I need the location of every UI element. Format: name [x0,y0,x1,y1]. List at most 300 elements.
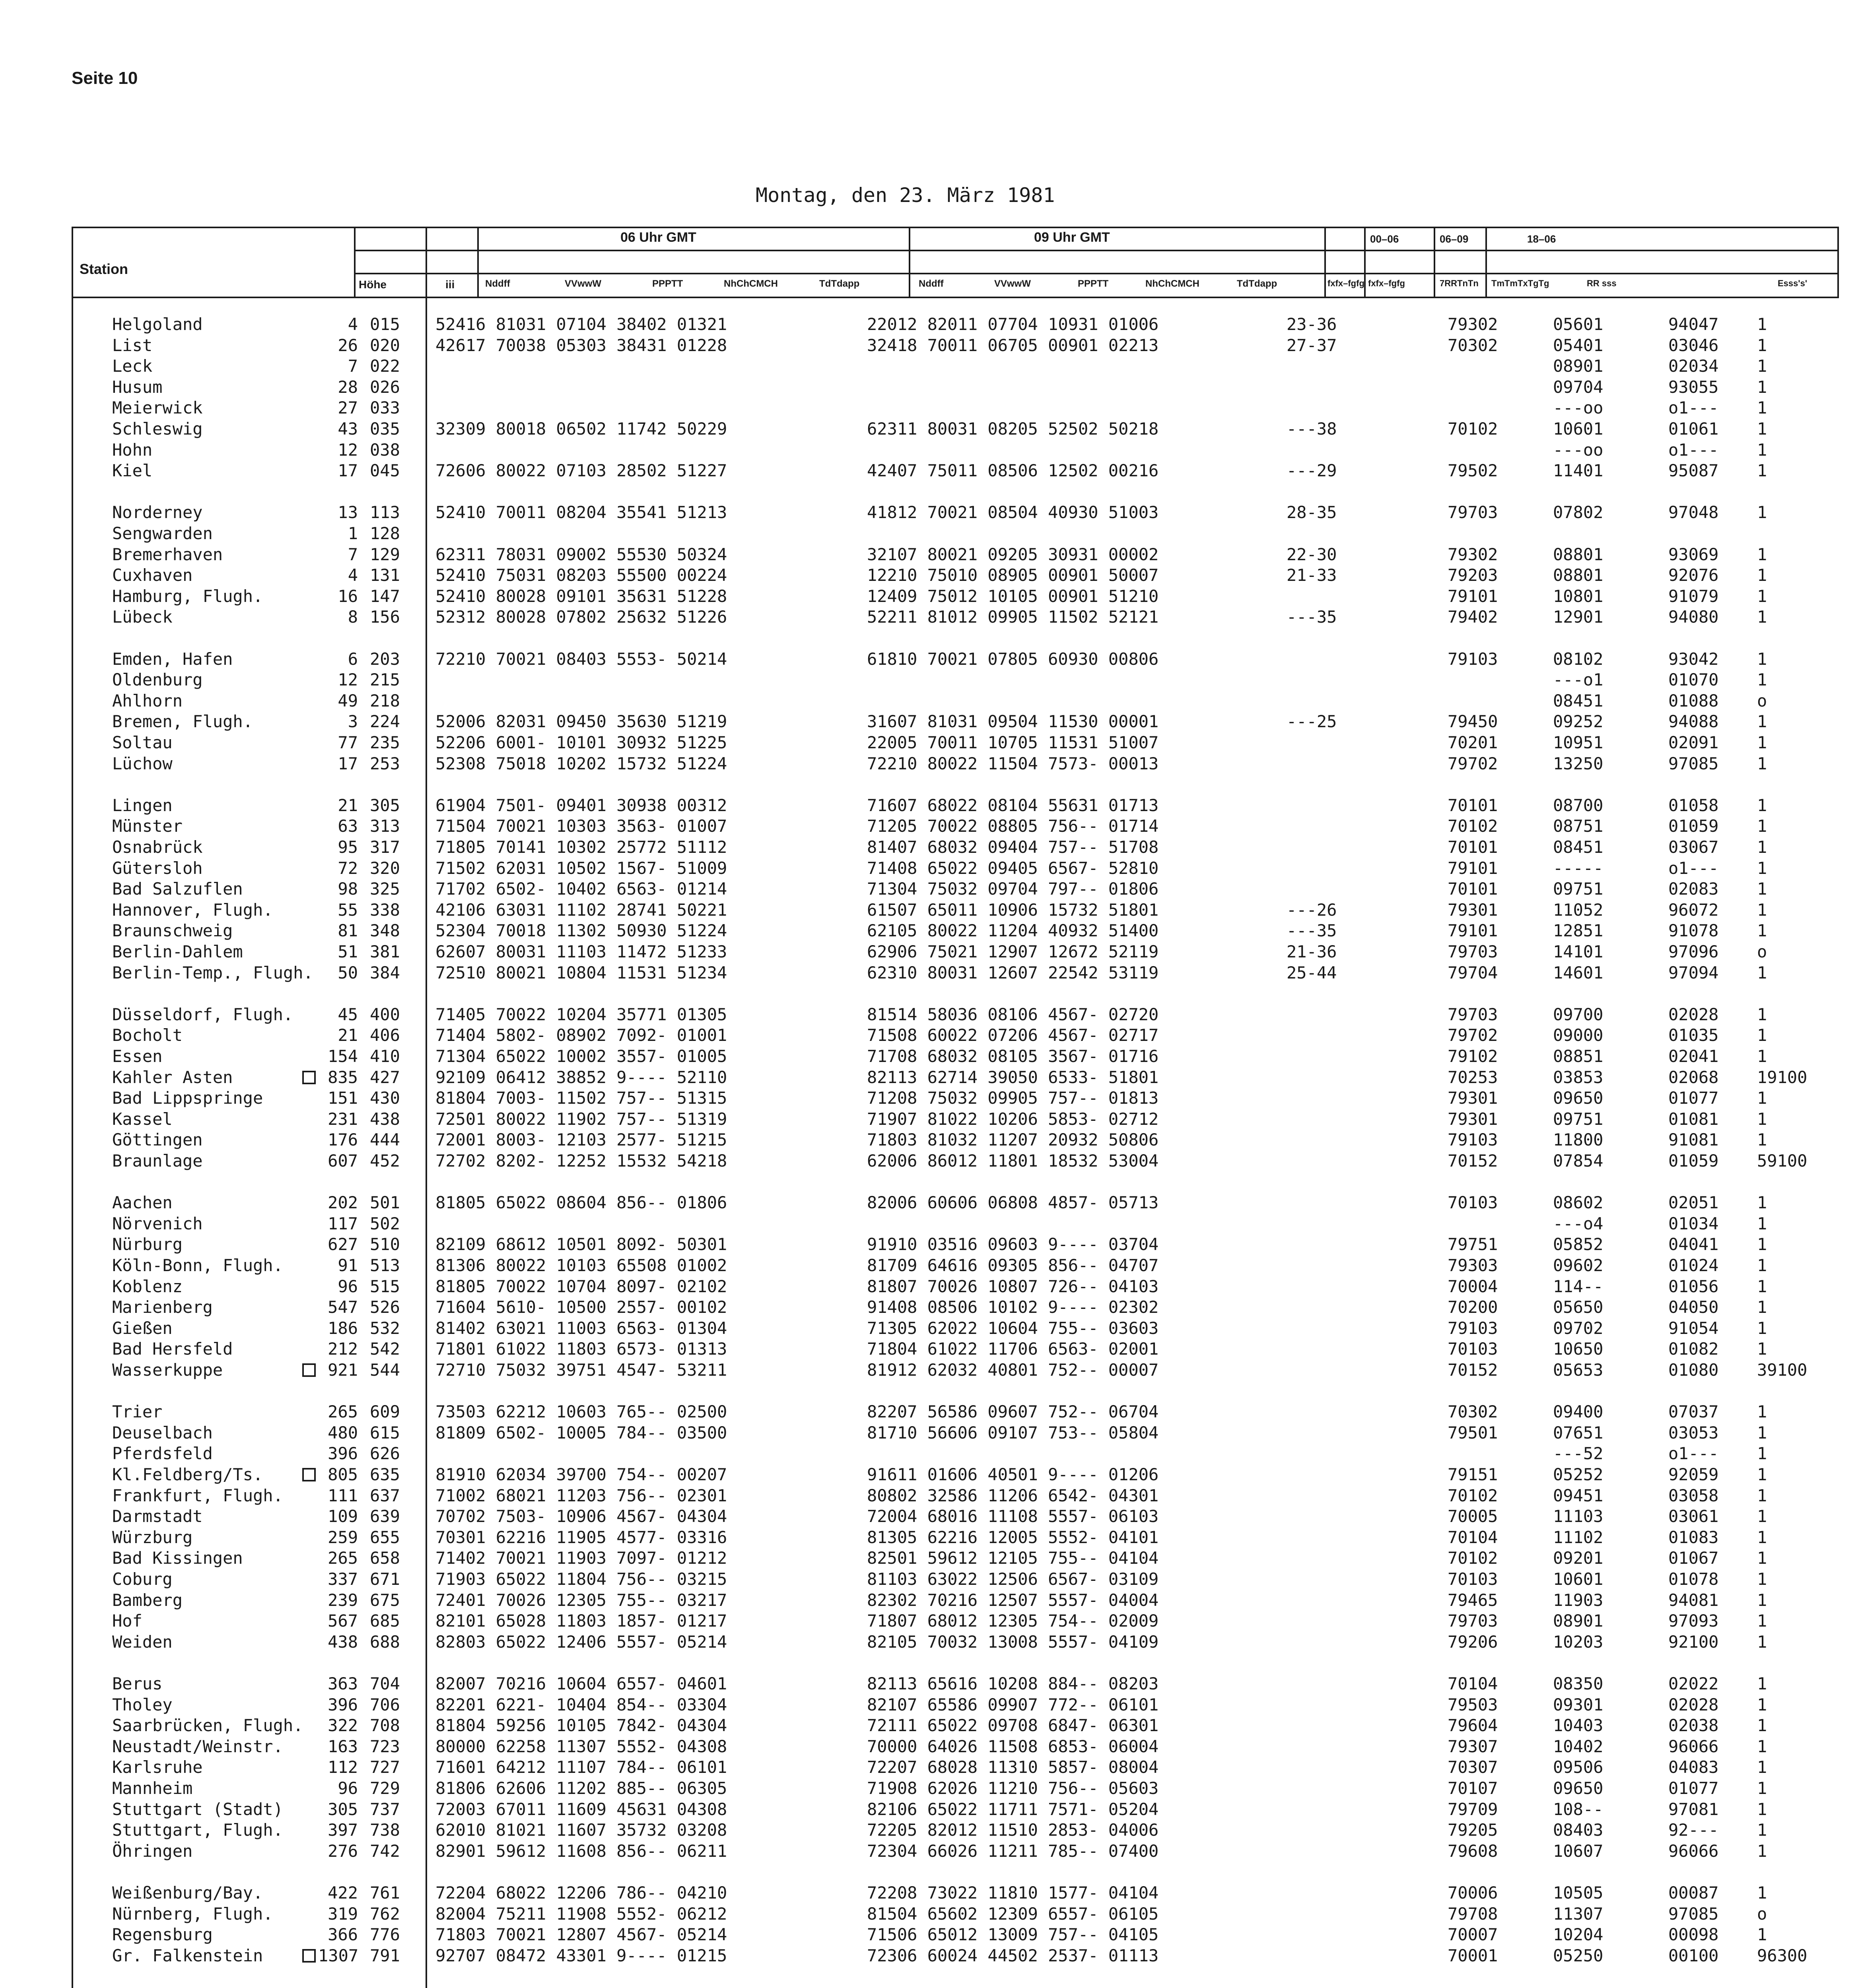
table-row [0,1151,1829,1171]
period-1806-b: ---oo [1553,440,1603,460]
station-number: 317 [370,837,400,857]
period-1806-d: 1 [1757,900,1767,920]
period-1806-b: 11903 [1553,1590,1603,1610]
period-1806-b: 12851 [1553,921,1603,941]
period-1806-c: 02041 [1668,1046,1719,1066]
period-1806-a: 79206 [1448,1632,1498,1652]
station-name: Kassel [112,1109,173,1129]
obs-09-gmt: 22012 82011 07704 10931 01006 [867,315,1159,334]
period-1806-d: o [1757,691,1767,711]
header-06-gmt: 06 Uhr GMT [620,230,696,245]
period-0006: 22-30 [1287,544,1337,564]
station-name: Soltau [112,733,173,752]
obs-09-gmt: 81807 70026 10807 726-- 04103 [867,1276,1159,1296]
period-1806-b: 11052 [1553,900,1603,920]
period-1806-a: 79101 [1448,921,1498,941]
station-name: Hohn [112,440,153,460]
period-1806-a: 79102 [1448,1046,1498,1066]
table-row [0,398,1829,418]
station-number: 501 [370,1193,400,1213]
station-number: 320 [370,858,400,878]
period-1806-a: 79702 [1448,1025,1498,1045]
period-1806-c: 01067 [1668,1548,1719,1568]
station-number: 218 [370,691,400,711]
period-1806-a: 70102 [1448,1548,1498,1568]
period-1806-c: 01077 [1668,1088,1719,1108]
station-height: 6 [348,649,358,669]
table-row [0,900,1829,920]
station-name: Bad Kissingen [112,1548,243,1568]
station-name: Leck [112,356,153,376]
period-1806-d: 1 [1757,1402,1767,1422]
period-1806-d: 1 [1757,1590,1767,1610]
station-height: 17 [338,753,358,773]
obs-09-gmt: 71408 65022 09405 6567- 52810 [867,858,1159,878]
period-1806-b: 10402 [1553,1736,1603,1756]
period-1806-c: 97085 [1668,1904,1719,1924]
obs-09-gmt: 82105 70032 13008 5557- 04109 [867,1632,1159,1652]
period-1806-d: 1 [1757,879,1767,899]
period-1806-d: 1 [1757,1883,1767,1903]
period-1806-b: 09650 [1553,1088,1603,1108]
period-1806-b: 08451 [1553,691,1603,711]
station-name: Osnabrück [112,837,203,857]
station-name: Stuttgart, Flugh. [112,1820,283,1840]
period-1806-d: 1 [1757,440,1767,460]
period-1806-c: 00087 [1668,1883,1719,1903]
period-1806-d: 1 [1757,356,1767,376]
station-name: Bamberg [112,1590,183,1610]
period-1806-b: 11307 [1553,1904,1603,1924]
period-0006: ---26 [1287,900,1337,920]
period-1806-c: 97093 [1668,1611,1719,1631]
table-row [0,1402,1829,1422]
station-name: Mannheim [112,1778,193,1798]
header-period-0609: 06–09 [1440,233,1469,245]
header-period-0006: 00–06 [1370,233,1399,245]
station-height: 396 [328,1695,358,1714]
period-1806-c: 03053 [1668,1423,1719,1442]
station-name: Saarbrücken, Flugh. [112,1716,303,1736]
period-1806-d: 1 [1757,1507,1767,1526]
period-1806-b: 08403 [1553,1820,1603,1840]
period-1806-d: 1 [1757,1339,1767,1359]
station-name: Kl.Feldberg/Ts. [112,1465,263,1484]
station-height: 186 [328,1318,358,1338]
period-1806-a: 70101 [1448,837,1498,857]
station-number: 128 [370,524,400,543]
period-1806-b: 08451 [1553,837,1603,857]
obs-06-gmt: 71601 64212 11107 784-- 06101 [435,1757,727,1777]
period-1806-c: 02038 [1668,1716,1719,1736]
obs-06-gmt: 52206 6001- 10101 30932 51225 [435,733,727,752]
period-0006: 25-44 [1287,963,1337,982]
period-1806-a: 79450 [1448,712,1498,732]
station-height: 239 [328,1590,358,1610]
period-0006: 27-37 [1287,335,1337,355]
period-1806-d: 1 [1757,1465,1767,1484]
period-1806-c: 01061 [1668,419,1719,439]
station-name: Aachen [112,1193,173,1213]
station-number: 688 [370,1632,400,1652]
period-1806-d: 1 [1757,461,1767,481]
station-number: 384 [370,963,400,982]
period-0006: ---29 [1287,461,1337,481]
station-name: Berlin-Dahlem [112,942,243,961]
period-1806-b: 10601 [1553,419,1603,439]
period-1806-b: 07651 [1553,1423,1603,1442]
table-row [0,1611,1829,1631]
period-1806-a: 79103 [1448,1130,1498,1150]
table-row [0,440,1829,460]
station-number: 738 [370,1820,400,1840]
station-name: Frankfurt, Flugh. [112,1485,283,1505]
station-height: 45 [338,1004,358,1024]
obs-06-gmt: 73503 62212 10603 765-- 02500 [435,1402,727,1422]
obs-06-gmt: 81402 63021 11003 6563- 01304 [435,1318,727,1338]
station-number: 022 [370,356,400,376]
period-1806-d: 1 [1757,1841,1767,1861]
station-number: 313 [370,816,400,836]
obs-09-gmt: 91408 08506 10102 9---- 02302 [867,1297,1159,1317]
period-1806-d: 1 [1757,753,1767,773]
obs-09-gmt: 71708 68032 08105 3567- 01716 [867,1046,1159,1066]
obs-06-gmt: 81804 59256 10105 7842- 04304 [435,1716,727,1736]
obs-06-gmt: 32309 80018 06502 11742 50229 [435,419,727,439]
period-1806-b: 10203 [1553,1632,1603,1652]
obs-06-gmt: 82803 65022 12406 5557- 05214 [435,1632,727,1652]
station-name: Lingen [112,795,173,815]
period-1806-c: 01024 [1668,1256,1719,1275]
period-1806-d: 1 [1757,1611,1767,1631]
period-1806-d: 1 [1757,1485,1767,1505]
table-row [0,523,1829,544]
period-0006: ---35 [1287,921,1337,941]
station-name: Bad Hersfeld [112,1339,233,1359]
period-1806-b: 10505 [1553,1883,1603,1903]
period-1806-c: 01078 [1668,1569,1719,1589]
period-0006: 28-35 [1287,503,1337,522]
period-1806-c: 01080 [1668,1360,1719,1380]
page-label: Seite 10 [72,68,138,88]
station-height: 547 [328,1297,358,1317]
station-height: 176 [328,1130,358,1150]
obs-09-gmt: 81305 62216 12005 5552- 04101 [867,1527,1159,1547]
station-name: Münster [112,816,183,836]
obs-06-gmt: 52006 82031 09450 35630 51219 [435,712,727,732]
obs-09-gmt: 81407 68032 09404 757-- 51708 [867,837,1159,857]
header-iii: iii [445,278,455,291]
station-name: Bad Lippspringe [112,1088,263,1108]
station-name: Sengwarden [112,524,213,543]
obs-06-gmt: 61904 7501- 09401 30938 00312 [435,795,727,815]
obs-06-gmt: 62607 80031 11103 11472 51233 [435,942,727,961]
station-name: Gießen [112,1318,173,1338]
station-height: 3 [348,712,358,732]
obs-09-gmt: 62006 86012 11801 18532 53004 [867,1151,1159,1171]
station-name: Lüchow [112,753,173,773]
period-1806-d: 1 [1757,1820,1767,1840]
table-row [0,963,1829,983]
obs-09-gmt: 71304 75032 09704 797-- 01806 [867,879,1159,899]
table-row [0,920,1829,941]
period-1806-c: 97048 [1668,503,1719,522]
obs-06-gmt: 52410 70011 08204 35541 51213 [435,503,727,522]
obs-06-gmt: 82901 59612 11608 856-- 06211 [435,1841,727,1861]
station-number: 762 [370,1904,400,1924]
period-1806-b: 13250 [1553,753,1603,773]
period-1806-d: 1 [1757,1632,1767,1652]
period-1806-c: 01082 [1668,1339,1719,1359]
table-row [0,1360,1829,1380]
table-row [0,1423,1829,1443]
station-name: Koblenz [112,1276,183,1296]
obs-06-gmt: 81805 70022 10704 8097- 02102 [435,1276,727,1296]
station-number: 761 [370,1883,400,1903]
obs-06-gmt: 70301 62216 11905 4577- 03316 [435,1527,727,1547]
obs-06-gmt: 71405 70022 10204 35771 01305 [435,1004,727,1024]
period-1806-d: 1 [1757,544,1767,564]
obs-09-gmt: 72111 65022 09708 6847- 06301 [867,1716,1159,1736]
obs-09-gmt: 82113 65616 10208 884-- 08203 [867,1674,1159,1693]
obs-06-gmt: 82201 6221- 10404 854-- 03304 [435,1695,727,1714]
station-name: Öhringen [112,1841,193,1861]
table-row [0,1883,1829,1903]
period-1806-a: 70101 [1448,879,1498,899]
station-height: 55 [338,900,358,920]
period-1806-d: 1 [1757,837,1767,857]
period-1806-a: 70201 [1448,733,1498,752]
station-height: 111 [328,1485,358,1505]
period-1806-d: 1 [1757,921,1767,941]
table-row [0,816,1829,837]
obs-06-gmt: 81910 62034 39700 754-- 00207 [435,1465,727,1484]
period-1806-b: 10204 [1553,1925,1603,1945]
table-row [0,1297,1829,1318]
period-1806-a: 70101 [1448,795,1498,815]
station-number: 532 [370,1318,400,1338]
period-1806-d: 1 [1757,1716,1767,1736]
period-1806-c: 03046 [1668,335,1719,355]
obs-09-gmt: 32107 80021 09205 30931 00002 [867,544,1159,564]
period-1806-a: 70103 [1448,1339,1498,1359]
obs-06-gmt: 71002 68021 11203 756-- 02301 [435,1485,727,1505]
obs-06-gmt: 72510 80021 10804 11531 51234 [435,963,727,982]
period-1806-c: 94047 [1668,315,1719,334]
station-name: Braunlage [112,1151,203,1171]
table-row [0,879,1829,899]
period-1806-c: 02034 [1668,356,1719,376]
period-1806-b: 10403 [1553,1716,1603,1736]
period-1806-c: 92059 [1668,1465,1719,1484]
table-row [0,1736,1829,1757]
station-height: 627 [328,1235,358,1254]
station-number: 253 [370,753,400,773]
station-number: 609 [370,1402,400,1422]
period-1806-b: 09751 [1553,1109,1603,1129]
obs-09-gmt: 52211 81012 09905 11502 52121 [867,607,1159,627]
period-1806-b: 08801 [1553,544,1603,564]
obs-09-gmt: 62906 75021 12907 12672 52119 [867,942,1159,961]
header-06-ppptt: PPPTT [652,278,683,289]
obs-06-gmt: 70702 7503- 10906 4567- 04304 [435,1507,727,1526]
period-1806-a: 79501 [1448,1423,1498,1442]
period-1806-c: 02068 [1668,1067,1719,1087]
obs-09-gmt: 82107 65586 09907 772-- 06101 [867,1695,1159,1714]
table-row [0,1213,1829,1234]
station-number: 729 [370,1778,400,1798]
station-name: Nürnberg, Flugh. [112,1904,273,1924]
period-1806-c: 01034 [1668,1213,1719,1233]
obs-09-gmt: 72306 60024 44502 2537- 01113 [867,1945,1159,1965]
station-number: 035 [370,419,400,439]
table-row [0,732,1829,753]
period-1806-d: o [1757,942,1767,961]
period-1806-b: 08700 [1553,795,1603,815]
obs-09-gmt: 82106 65022 11711 7571- 05204 [867,1799,1159,1819]
period-1806-a: 79703 [1448,1004,1498,1024]
period-1806-b: ---o4 [1553,1213,1603,1233]
station-name: Gr. Falkenstein [112,1945,263,1965]
station-height: 63 [338,816,358,836]
table-row [0,1318,1829,1339]
station-name: Bad Salzuflen [112,879,243,899]
period-1806-a: 79103 [1448,649,1498,669]
station-name: Gütersloh [112,858,203,878]
period-1806-c: 00098 [1668,1925,1719,1945]
table-row [0,1234,1829,1255]
header-09-vvwww: VVwwW [994,278,1031,289]
period-1806-d: 1 [1757,795,1767,815]
station-height: 8 [348,607,358,627]
period-1806-b: 12901 [1553,607,1603,627]
period-1806-c: 03067 [1668,837,1719,857]
station-number: 020 [370,335,400,355]
obs-06-gmt: 82101 65028 11803 1857- 01217 [435,1611,727,1631]
obs-06-gmt: 71702 6502- 10402 6563- 01214 [435,879,727,899]
period-1806-d: 1 [1757,607,1767,627]
station-number: 235 [370,733,400,752]
station-number: 791 [370,1945,400,1965]
obs-09-gmt: 91910 03516 09603 9---- 03704 [867,1235,1159,1254]
header-p-7rr: 7RRTnTn [1440,278,1479,288]
station-height: 422 [328,1883,358,1903]
period-1806-a: 79402 [1448,607,1498,627]
station-number: 452 [370,1151,400,1171]
table-row [0,1841,1829,1862]
obs-09-gmt: 91611 01606 40501 9---- 01206 [867,1465,1159,1484]
period-1806-b: 114-- [1553,1276,1603,1296]
period-1806-b: 11102 [1553,1527,1603,1547]
period-1806-b: 09252 [1553,712,1603,732]
station-height: 77 [338,733,358,752]
station-name: Regensburg [112,1925,213,1945]
obs-06-gmt: 72501 80022 11902 757-- 51319 [435,1109,727,1129]
period-1806-d: 1 [1757,1548,1767,1568]
station-name: Oldenburg [112,670,203,690]
table-row [0,502,1829,523]
station-name: List [112,335,153,355]
period-1806-a: 70107 [1448,1778,1498,1798]
table-row [0,356,1829,377]
station-name: Meierwick [112,398,203,418]
table-row [0,1276,1829,1297]
header-table [72,227,1860,298]
table-row [0,1192,1829,1213]
period-1806-c: 94081 [1668,1590,1719,1610]
period-0006: 21-33 [1287,565,1337,585]
station-height: 12 [338,440,358,460]
period-1806-c: 97085 [1668,753,1719,773]
period-1806-d: 1 [1757,963,1767,982]
table-row [0,1820,1829,1840]
period-1806-b: ----- [1553,858,1603,878]
period-1806-d: 1 [1757,1193,1767,1213]
period-1806-d: 1 [1757,1235,1767,1254]
station-name: Wasserkuppe [112,1360,223,1380]
period-1806-a: 79503 [1448,1695,1498,1714]
station-height: 28 [338,377,358,397]
station-height: 96 [338,1778,358,1798]
period-1806-a: 70302 [1448,1402,1498,1422]
period-1806-c: 96072 [1668,900,1719,920]
table-row [0,1632,1829,1652]
station-number: 338 [370,900,400,920]
station-height: 265 [328,1548,358,1568]
period-1806-c: 02022 [1668,1674,1719,1693]
period-1806-c: 01059 [1668,816,1719,836]
period-1806-a: 70102 [1448,419,1498,439]
period-1806-b: ---o1 [1553,670,1603,690]
obs-09-gmt: 61507 65011 10906 15732 51801 [867,900,1159,920]
obs-06-gmt: 80000 62258 11307 5552- 04308 [435,1736,727,1756]
station-height: 49 [338,691,358,711]
obs-06-gmt: 81306 80022 10103 65508 01002 [435,1256,727,1275]
table-row [0,544,1829,565]
table-row [0,335,1829,356]
obs-09-gmt: 70000 64026 11508 6853- 06004 [867,1736,1159,1756]
period-1806-d: 1 [1757,1318,1767,1338]
station-name: Berus [112,1674,163,1693]
table-row [0,1004,1829,1025]
square-icon [302,1363,316,1377]
period-1806-a: 70006 [1448,1883,1498,1903]
obs-09-gmt: 81912 62032 40801 752-- 00007 [867,1360,1159,1380]
station-height: 95 [338,837,358,857]
obs-09-gmt: 72210 80022 11504 7573- 00013 [867,753,1159,773]
station-number: 708 [370,1716,400,1736]
table-row [0,1945,1829,1966]
period-1806-c: 01070 [1668,670,1719,690]
obs-09-gmt: 62105 80022 11204 40932 51400 [867,921,1159,941]
period-1806-b: 10601 [1553,1569,1603,1589]
period-1806-d: 1 [1757,1674,1767,1693]
period-1806-c: 01088 [1668,691,1719,711]
station-number: 626 [370,1444,400,1464]
period-1806-a: 79302 [1448,315,1498,334]
period-1806-a: 79709 [1448,1799,1498,1819]
obs-09-gmt: 12210 75010 08905 00901 50007 [867,565,1159,585]
period-1806-b: 09702 [1553,1318,1603,1338]
period-1806-d: 59100 [1757,1151,1808,1171]
period-1806-b: 08901 [1553,356,1603,376]
period-1806-b: 05601 [1553,315,1603,334]
period-1806-b: 05401 [1553,335,1603,355]
header-09-gmt: 09 Uhr GMT [1034,230,1110,245]
obs-09-gmt: 82501 59612 12105 755-- 04104 [867,1548,1159,1568]
station-height: 154 [328,1046,358,1066]
station-height: 1 [348,524,358,543]
